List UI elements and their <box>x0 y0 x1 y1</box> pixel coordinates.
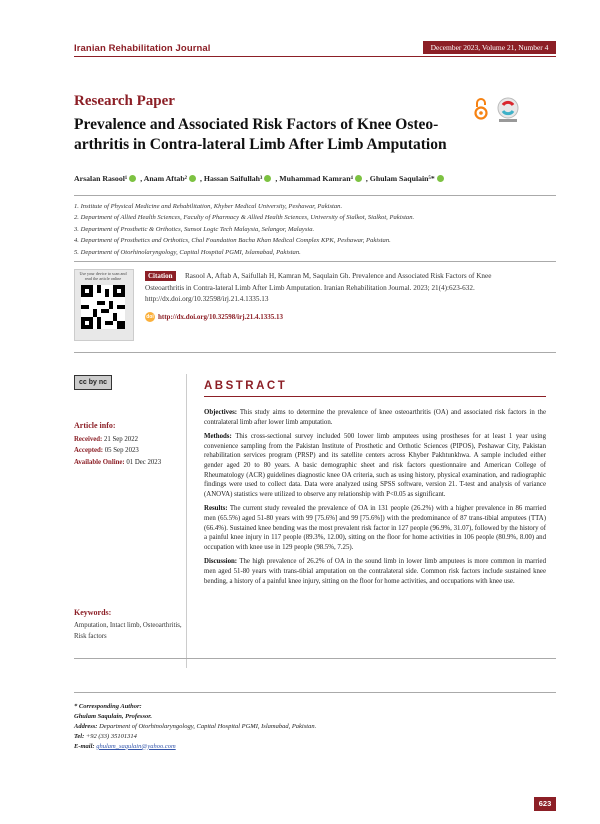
corresponding-author <box>74 702 474 752</box>
divider <box>74 692 556 693</box>
author-2: Anam Aftab² <box>143 174 187 183</box>
corresponding-name: Ghulam Saqulain, Professor. <box>74 712 153 720</box>
author-5: Ghulam Saqulain⁵* <box>369 174 435 183</box>
discussion-label: Discussion: <box>204 558 238 566</box>
online-date: 01 Dec 2023 <box>126 458 162 466</box>
received-date: 21 Sep 2022 <box>104 436 139 443</box>
abstract-heading: ABSTRACT <box>204 380 288 392</box>
divider <box>74 352 556 353</box>
corresponding-heading: * Corresponding Author: <box>74 703 142 710</box>
abstract-methods <box>204 432 546 499</box>
methods-label: Methods: <box>204 433 232 441</box>
results-label: Results: <box>204 505 228 513</box>
citation-text: Rasool A, Aftab A, Saifullah H, Kamran M, Saqulain Gh. Prevalence and Associated Risk Factors of Knee Osteoarthritis in Contra-lateral Limb After Limb Amputation. Iranian Rehabilitation Journal. 2023; 21(4):623-632. http://dx.doi.org/10.32598/irj.21.4.1335.13 <box>145 272 492 304</box>
doi-icon: doi <box>146 314 154 320</box>
abstract-underline <box>204 396 546 397</box>
affiliation-item: 1. Institute of Physical Medicine and Rehabilitation, Khyber Medical University, Peshawar, Pakistan. <box>74 203 343 210</box>
citation-label: Citation <box>145 271 176 281</box>
online-label: Available Online: <box>74 458 125 466</box>
address-label: Address: <box>74 722 98 730</box>
qr-caption: Use your device to scan and read the article online <box>79 271 127 281</box>
results-text: The current study revealed the prevalence of OA in 131 people (26.2%) with a higher prevalence in 86 married men (65.5%) aged 51-80 years with 99 [75.6%] and 99 [75.6%]) with the predominance of 87 trans-tibial amputees (TTA) (66.4%). Sustained knee bending was the most prevalent risk factor in 127 people (96.9%, 31.07), followed by the history of a painful knee injury in 117 people (89.3%, 12.00), sitting on the floor for home activities in 106 people (80.9%, 8.00) and occupation with knee use in 129 people (98.5%, 7.25). <box>204 505 547 551</box>
affiliation-item: 5. Department of Otorhinolaryngology, Capital Hospital PGMI, Islamabad, Pakistan. <box>74 248 301 256</box>
objectives-label: Objectives: <box>204 409 238 416</box>
divider <box>74 195 556 196</box>
email-label: E-mail: <box>74 742 95 750</box>
orcid-icon[interactable] <box>437 175 444 182</box>
article-info <box>74 434 161 468</box>
author-list: Arsalan Rasool¹ , Anam Aftab² , Hassan Saifullah³ , Muhammad Kamran⁴ , Ghulam Saqulain⁵* <box>74 174 554 183</box>
methods-text: This cross-sectional survey included 500 lower limb amputees using prostheses for at least 1 year using convenience sampling from the Pakistan Institute of Prosthetic and Orthotic Sciences (PIPOS), Peshawar City, Pakistan rehabilitation services program (PRSP) and its satellite centers across Khyber Pakhtunkhwa. A sample included either gender aged 20 to 80 years. A basic demographic sheet and risk factors questionnaire and American College of Rheumatology (ACR) guidelines diagnostic knee OA criteria, such as using history, physical examination, and radiographic findings were used to collect data. Data were analyzed using SPSS software, version 21. T-test and analysis of variance (ANOVA) statistics were utilized to observe any relationship with P<0.05 as significant. <box>204 433 546 498</box>
qr-code-icon[interactable] <box>81 285 125 329</box>
divider <box>74 658 556 659</box>
abstract-objectives <box>204 408 546 427</box>
abstract-discussion <box>204 557 546 586</box>
orcid-icon[interactable] <box>264 175 271 182</box>
page-number: 623 <box>534 797 556 811</box>
issue-label: December 2023, Volume 21, Number 4 <box>423 41 556 54</box>
tel-label: Tel: <box>74 732 85 740</box>
affiliation-item: 4. Department of Prosthetics and Orthotics, Chal Foundation Bacha Khan Medical Complex KPK, Peshawar, Pakistan. <box>74 237 391 245</box>
affiliation-item: 3. Department of Prosthetic & Orthotics, Sunsoi Logic Tech Malaysia, Selangor, Malaysia. <box>74 225 315 233</box>
author-1: Arsalan Rasool¹ <box>74 174 128 183</box>
accepted-date: 05 Sep 2023 <box>104 447 139 455</box>
accepted-label: Accepted: <box>74 447 104 455</box>
author-4: Muhammad Kamran⁴ <box>279 174 353 183</box>
author-3: Hassan Saifullah³ <box>203 174 263 183</box>
column-divider <box>186 374 187 668</box>
open-access-icon <box>474 98 488 120</box>
orcid-icon[interactable] <box>129 175 136 182</box>
tel-text: +92 (33) 35101314 <box>85 732 137 740</box>
keywords-text: Amputation, Intact limb, Osteoarthritis, Risk factors <box>74 622 182 640</box>
header-divider <box>74 56 556 57</box>
paper-type: Research Paper <box>74 93 175 109</box>
divider <box>74 261 556 262</box>
article-info-heading: Article info: <box>74 421 116 430</box>
keywords-heading: Keywords: <box>74 608 112 617</box>
doi-link[interactable]: http://dx.doi.org/10.32598/irj.21.4.1335.13 <box>158 313 284 321</box>
address-text: Department of Otorhinolaryngology, Capital Hospital PGMI, Islamabad, Pakistan. <box>99 722 317 730</box>
crossmark-icon[interactable] <box>495 97 521 123</box>
email-link[interactable]: ghulam_saqulain@yahoo.com <box>96 742 176 750</box>
affiliation-item: 2. Department of Allied Health Sciences, Faculty of Pharmacy & Allied Health Sciences, University of Sialkot, Sialkot, Pakistan. <box>74 214 415 222</box>
orcid-icon[interactable] <box>355 175 362 182</box>
journal-name: Iranian Rehabilitation Journal <box>74 43 211 54</box>
objectives-text: This study aims to determine the prevalence of knee osteoarthritis (OA) and associated risk factors in the contralateral limb after lower limb amputation. <box>204 409 546 426</box>
received-label: Received: <box>74 436 103 443</box>
abstract-results <box>204 504 546 552</box>
orcid-icon[interactable] <box>189 175 196 182</box>
abstract-body <box>204 408 546 591</box>
discussion-text: The high prevalence of 26.2% of OA in the sound limb in lower limb amputees is more common in married men aged 51-80 years with trans-tibial amputation on the contralateral side. Common risk factors include sustained knee bending, a history of a painful knee injury, sitting on the floor for home activities, and occupations with knee use. <box>204 558 546 585</box>
cc-license-badge[interactable]: cc by nc <box>74 375 112 390</box>
paper-title: Prevalence and Associated Risk Factors of Knee Osteo-arthritis in Contra-lateral Limb After Limb Amputation <box>74 116 447 153</box>
affiliation-list <box>74 201 554 258</box>
